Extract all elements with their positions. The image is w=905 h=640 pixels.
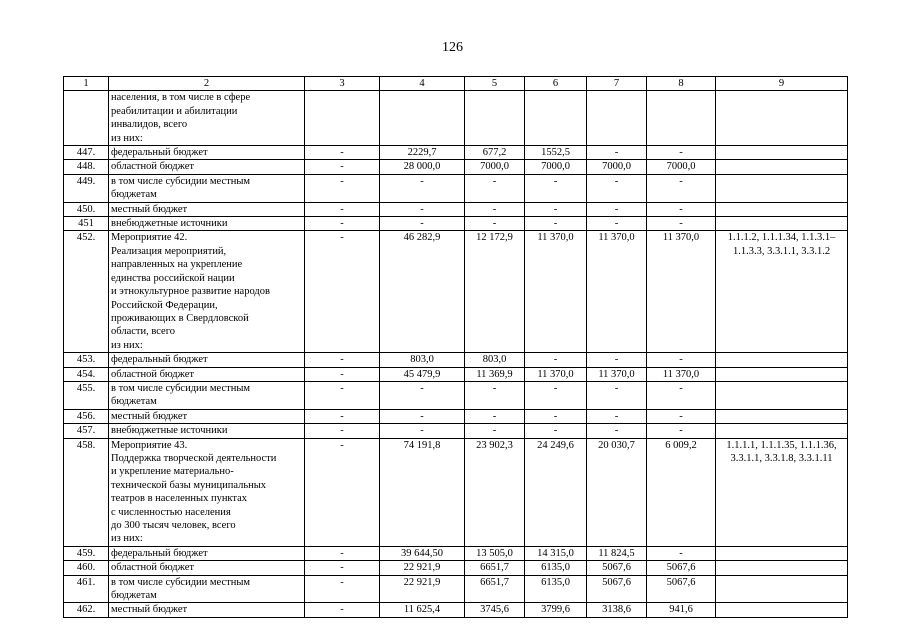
target-codes-cell: 1.1.1.1, 1.1.1.35, 1.1.1.36, 3.3.1.1, 3.3.1.8, 3.3.1.11 (716, 438, 848, 546)
total-cell (380, 91, 465, 146)
col3-cell: - (305, 546, 380, 560)
row-number-cell: 451 (64, 217, 109, 231)
table-row (64, 438, 848, 546)
total-cell: - (380, 202, 465, 216)
year3-cell: 11 370,0 (587, 231, 647, 353)
year3-cell: 11 824,5 (587, 546, 647, 560)
total-cell: 2229,7 (380, 146, 465, 160)
col3-cell: - (305, 231, 380, 353)
row-number-cell: 455. (64, 381, 109, 409)
year2-cell: - (525, 353, 587, 367)
year1-cell: - (465, 381, 525, 409)
year2-cell: - (525, 381, 587, 409)
year3-cell: 5067,6 (587, 575, 647, 603)
year3-cell: - (587, 217, 647, 231)
year3-cell: 3138,6 (587, 603, 647, 617)
target-codes-cell (716, 381, 848, 409)
year3-cell: - (587, 353, 647, 367)
row-number-cell: 459. (64, 546, 109, 560)
table-row (64, 381, 848, 409)
target-codes-cell (716, 367, 848, 381)
target-codes-cell (716, 603, 848, 617)
year3-cell: - (587, 202, 647, 216)
header-cell: 9 (716, 77, 848, 91)
item-name-cell: федеральный бюджет (109, 146, 305, 160)
total-cell: 11 625,4 (380, 603, 465, 617)
year4-cell: - (647, 217, 716, 231)
total-cell: - (380, 424, 465, 438)
header-cell: 1 (64, 77, 109, 91)
target-codes-cell (716, 146, 848, 160)
year3-cell: 7000,0 (587, 160, 647, 174)
page-number: 126 (442, 40, 463, 55)
year2-cell: 11 370,0 (525, 367, 587, 381)
year1-cell: - (465, 424, 525, 438)
target-codes-cell (716, 409, 848, 423)
total-cell: 46 282,9 (380, 231, 465, 353)
year3-cell (587, 91, 647, 146)
item-name-cell: областной бюджет (109, 160, 305, 174)
year3-cell: - (587, 409, 647, 423)
year4-cell: 7000,0 (647, 160, 716, 174)
year4-cell: - (647, 546, 716, 560)
table-row (64, 174, 848, 202)
item-name-cell: внебюджетные источники (109, 217, 305, 231)
year2-cell: - (525, 202, 587, 216)
target-codes-cell (716, 174, 848, 202)
row-number-cell: 462. (64, 603, 109, 617)
total-cell: 45 479,9 (380, 367, 465, 381)
header-cell: 7 (587, 77, 647, 91)
header-cell: 6 (525, 77, 587, 91)
year4-cell: - (647, 381, 716, 409)
row-number-cell: 454. (64, 367, 109, 381)
year4-cell: 11 370,0 (647, 367, 716, 381)
table-row (64, 561, 848, 575)
col3-cell: - (305, 160, 380, 174)
item-name-cell: в том числе субсидии местным бюджетам (109, 575, 305, 603)
col3-cell: - (305, 438, 380, 546)
total-cell: 28 000,0 (380, 160, 465, 174)
year1-cell (465, 91, 525, 146)
item-name-cell: федеральный бюджет (109, 546, 305, 560)
table-row (64, 217, 848, 231)
year4-cell: 5067,6 (647, 575, 716, 603)
total-cell: 39 644,50 (380, 546, 465, 560)
table-row (64, 202, 848, 216)
year4-cell: 5067,6 (647, 561, 716, 575)
col3-cell: - (305, 409, 380, 423)
year2-cell: 24 249,6 (525, 438, 587, 546)
item-name-cell: местный бюджет (109, 202, 305, 216)
total-cell: - (380, 217, 465, 231)
year1-cell: 677,2 (465, 146, 525, 160)
year4-cell: - (647, 146, 716, 160)
year1-cell: 6651,7 (465, 561, 525, 575)
item-name-cell: в том числе субсидии местным бюджетам (109, 174, 305, 202)
target-codes-cell (716, 575, 848, 603)
row-number-cell: 460. (64, 561, 109, 575)
year1-cell: 23 902,3 (465, 438, 525, 546)
year1-cell: 803,0 (465, 353, 525, 367)
table-row (64, 546, 848, 560)
col3-cell: - (305, 353, 380, 367)
year2-cell: - (525, 424, 587, 438)
target-codes-cell: 1.1.1.2, 1.1.1.34, 1.1.3.1– 1.1.3.3, 3.3.1.1, 3.3.1.2 (716, 231, 848, 353)
header-cell: 4 (380, 77, 465, 91)
total-cell: 803,0 (380, 353, 465, 367)
col3-cell: - (305, 146, 380, 160)
total-cell: - (380, 174, 465, 202)
item-name-cell: областной бюджет (109, 561, 305, 575)
table-row (64, 603, 848, 617)
year4-cell: - (647, 202, 716, 216)
year2-cell: 6135,0 (525, 575, 587, 603)
year3-cell: 20 030,7 (587, 438, 647, 546)
total-cell: 22 921,9 (380, 575, 465, 603)
col3-cell (305, 91, 380, 146)
total-cell: - (380, 409, 465, 423)
year4-cell: - (647, 353, 716, 367)
table-row (64, 424, 848, 438)
table-row (64, 91, 848, 146)
item-name-cell: федеральный бюджет (109, 353, 305, 367)
year2-cell: 14 315,0 (525, 546, 587, 560)
target-codes-cell (716, 202, 848, 216)
col3-cell: - (305, 575, 380, 603)
year4-cell (647, 91, 716, 146)
year2-cell: 7000,0 (525, 160, 587, 174)
total-cell: 22 921,9 (380, 561, 465, 575)
col3-cell: - (305, 202, 380, 216)
year1-cell: 7000,0 (465, 160, 525, 174)
target-codes-cell (716, 353, 848, 367)
row-number-cell: 449. (64, 174, 109, 202)
item-name-cell: Мероприятие 43. Поддержка творческой деятельности и укрепление материально- технической базы муниципальных театров в населенных пунктах с численностью населения до 300 тысяч человек, всего из них: (109, 438, 305, 546)
row-number-cell: 453. (64, 353, 109, 367)
row-number-cell: 461. (64, 575, 109, 603)
year1-cell: 12 172,9 (465, 231, 525, 353)
table-row (64, 367, 848, 381)
row-number-cell: 457. (64, 424, 109, 438)
item-name-cell: в том числе субсидии местным бюджетам (109, 381, 305, 409)
year3-cell: - (587, 146, 647, 160)
target-codes-cell (716, 217, 848, 231)
year1-cell: - (465, 174, 525, 202)
year4-cell: 11 370,0 (647, 231, 716, 353)
row-number-cell: 448. (64, 160, 109, 174)
year2-cell: - (525, 409, 587, 423)
row-number-cell: 447. (64, 146, 109, 160)
year2-cell: 11 370,0 (525, 231, 587, 353)
year2-cell: - (525, 217, 587, 231)
target-codes-cell (716, 91, 848, 146)
table-row (64, 231, 848, 353)
year2-cell: 6135,0 (525, 561, 587, 575)
year1-cell: 11 369,9 (465, 367, 525, 381)
header-cell: 2 (109, 77, 305, 91)
table-row (64, 353, 848, 367)
item-name-cell: областной бюджет (109, 367, 305, 381)
table-row (64, 146, 848, 160)
item-name-cell: внебюджетные источники (109, 424, 305, 438)
year2-cell (525, 91, 587, 146)
year4-cell: - (647, 174, 716, 202)
year1-cell: - (465, 409, 525, 423)
col3-cell: - (305, 561, 380, 575)
year2-cell: 1552,5 (525, 146, 587, 160)
row-number-cell: 456. (64, 409, 109, 423)
year1-cell: 6651,7 (465, 575, 525, 603)
year3-cell: 11 370,0 (587, 367, 647, 381)
year1-cell: 13 505,0 (465, 546, 525, 560)
budget-table (63, 76, 848, 618)
col3-cell: - (305, 217, 380, 231)
year3-cell: - (587, 174, 647, 202)
header-row (64, 77, 848, 91)
year3-cell: - (587, 424, 647, 438)
target-codes-cell (716, 424, 848, 438)
header-cell: 5 (465, 77, 525, 91)
year4-cell: - (647, 409, 716, 423)
target-codes-cell (716, 160, 848, 174)
table-row (64, 160, 848, 174)
item-name-cell: Мероприятие 42. Реализация мероприятий, направленных на укрепление единства российской нации и этнокультурное развитие народов Российской Федерации, проживающих в Свердловской области, всего из них: (109, 231, 305, 353)
col3-cell: - (305, 424, 380, 438)
header-cell: 3 (305, 77, 380, 91)
row-number-cell: 458. (64, 438, 109, 546)
item-name-cell: местный бюджет (109, 603, 305, 617)
total-cell: 74 191,8 (380, 438, 465, 546)
item-name-cell: местный бюджет (109, 409, 305, 423)
year3-cell: - (587, 381, 647, 409)
target-codes-cell (716, 546, 848, 560)
col3-cell: - (305, 174, 380, 202)
total-cell: - (380, 381, 465, 409)
year4-cell: 941,6 (647, 603, 716, 617)
col3-cell: - (305, 367, 380, 381)
year2-cell: - (525, 174, 587, 202)
year4-cell: 6 009,2 (647, 438, 716, 546)
row-number-cell (64, 91, 109, 146)
table-row (64, 575, 848, 603)
year2-cell: 3799,6 (525, 603, 587, 617)
item-name-cell: населения, в том числе в сфере реабилитации и абилитации инвалидов, всего из них: (109, 91, 305, 146)
col3-cell: - (305, 603, 380, 617)
row-number-cell: 452. (64, 231, 109, 353)
year4-cell: - (647, 424, 716, 438)
year3-cell: 5067,6 (587, 561, 647, 575)
header-cell: 8 (647, 77, 716, 91)
table-row (64, 409, 848, 423)
target-codes-cell (716, 561, 848, 575)
year1-cell: - (465, 202, 525, 216)
year1-cell: - (465, 217, 525, 231)
year1-cell: 3745,6 (465, 603, 525, 617)
row-number-cell: 450. (64, 202, 109, 216)
col3-cell: - (305, 381, 380, 409)
